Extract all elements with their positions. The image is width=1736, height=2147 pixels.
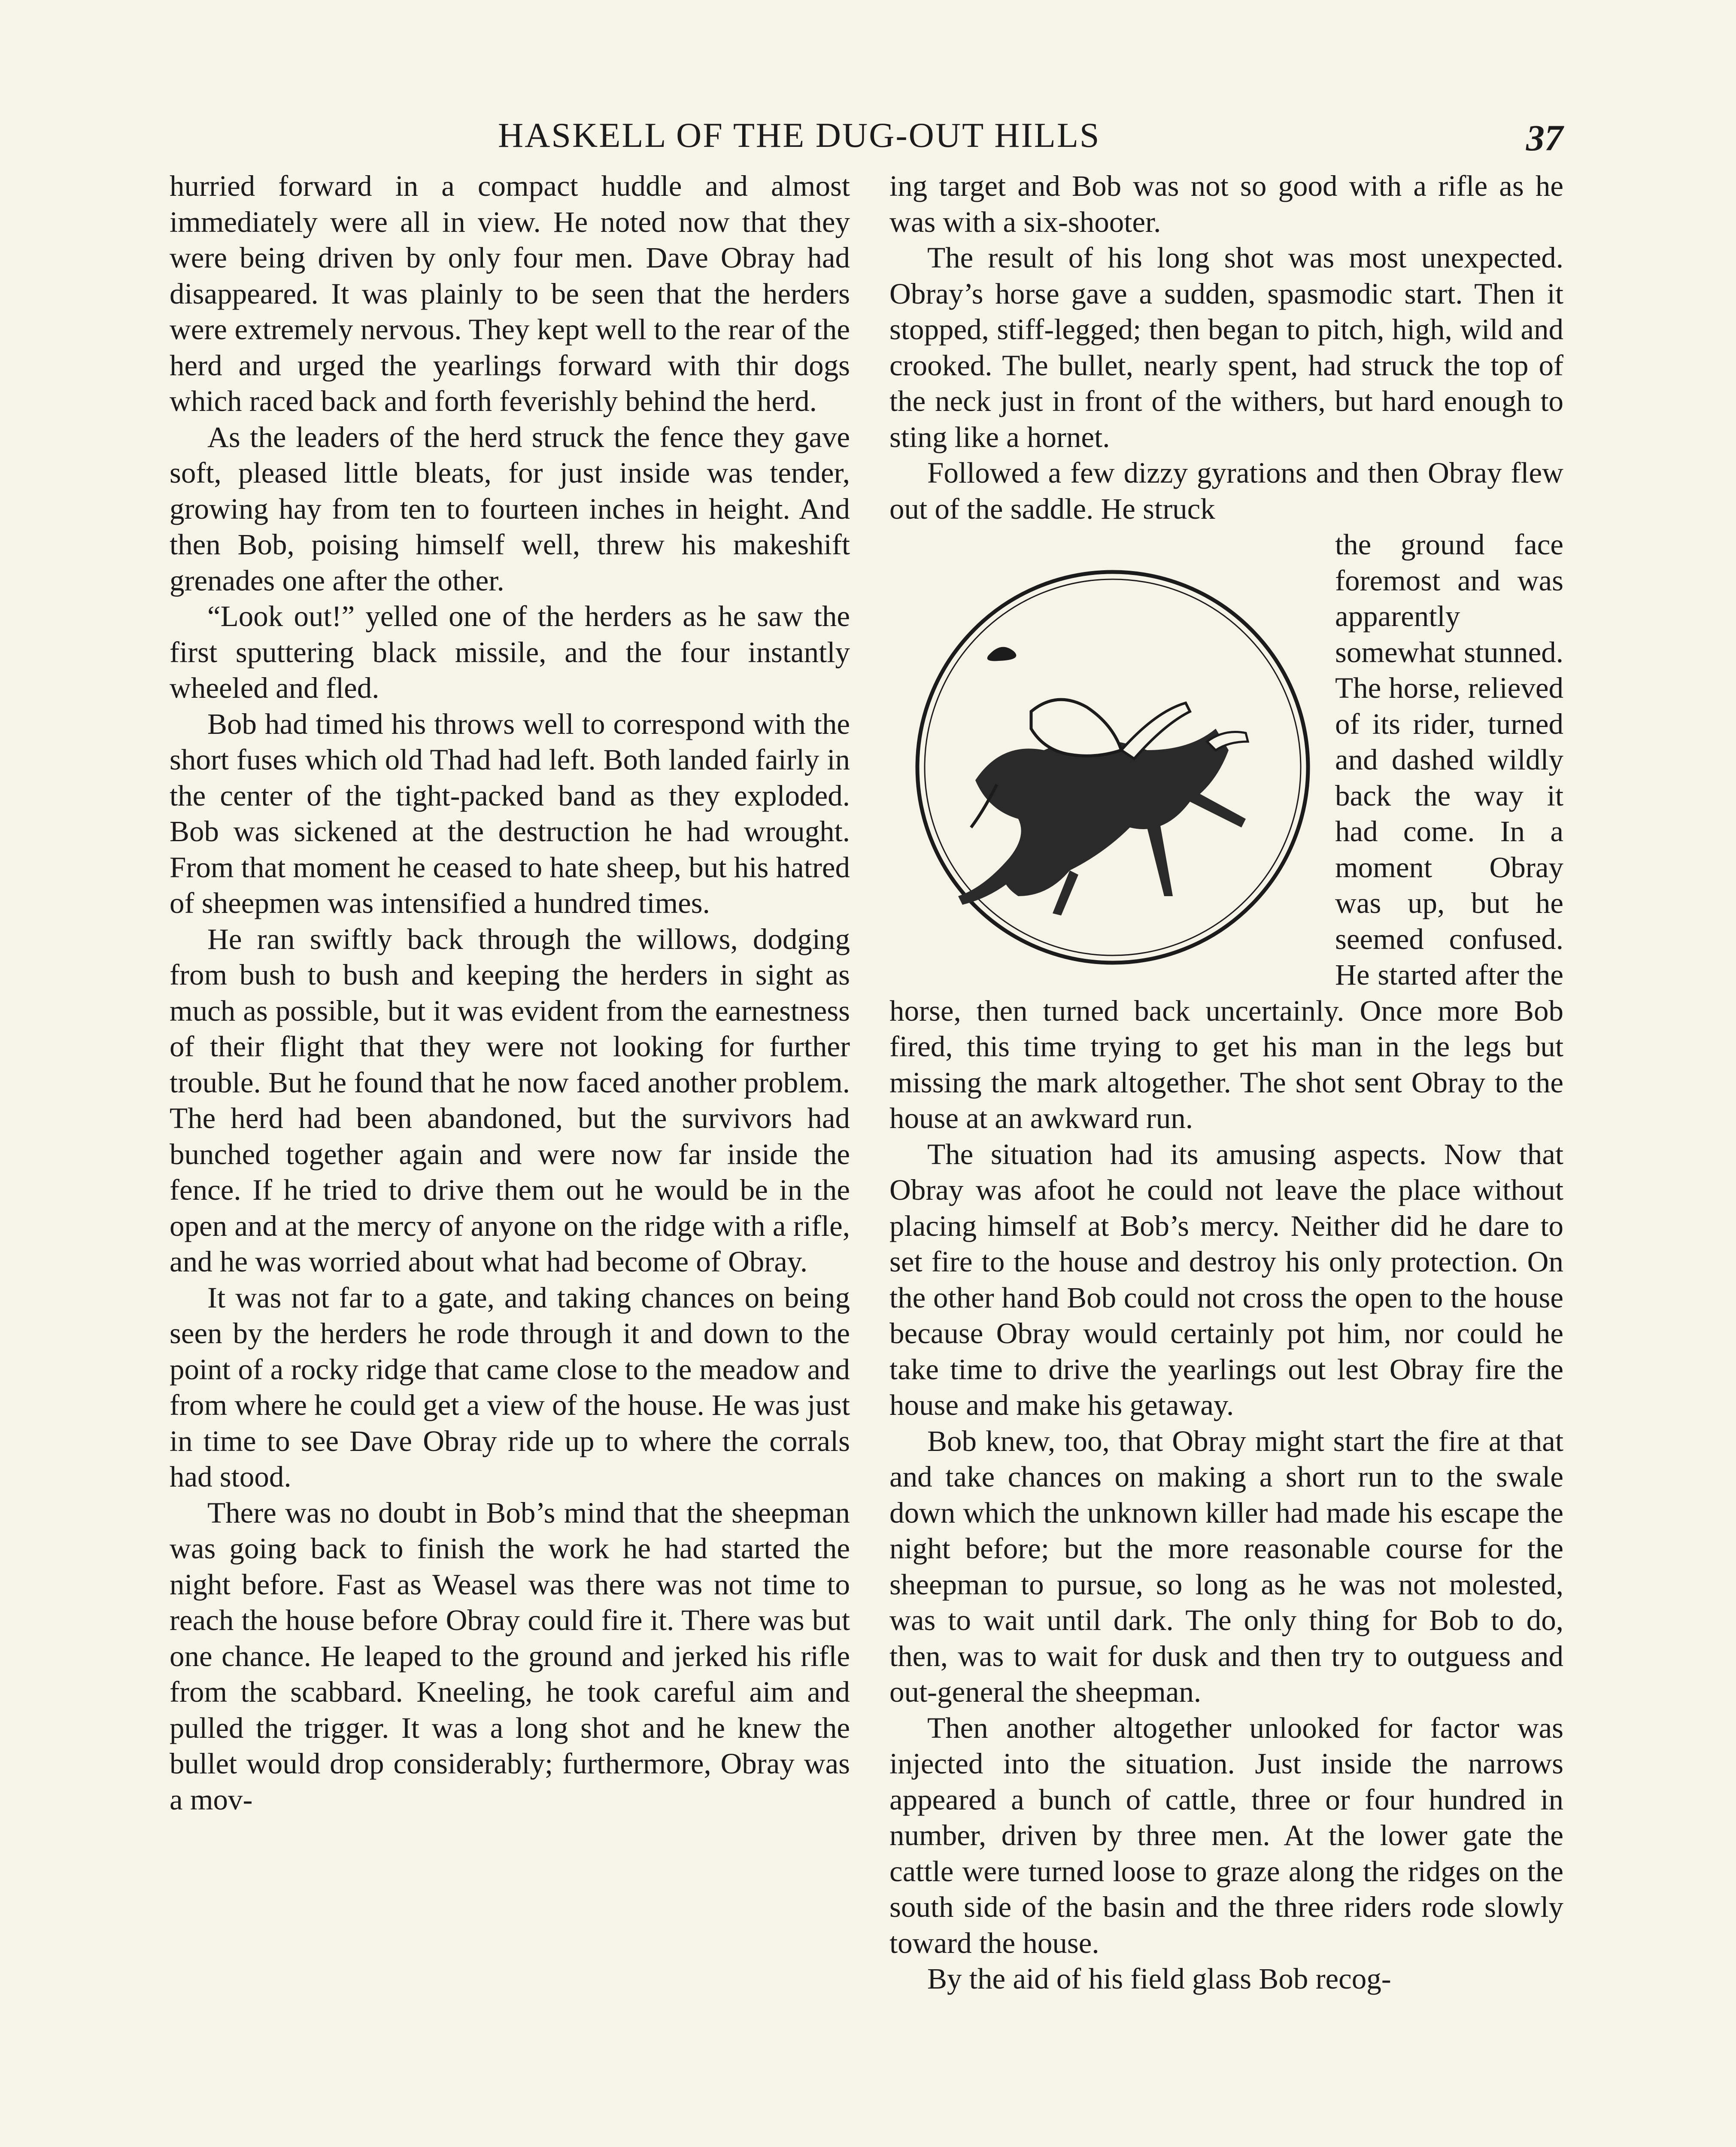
paragraph: The situation had its amusing aspects. Now that Obray was afoot he could not leave the place without placing himself at Bob’s mercy. Neither did he dare to set fire to the house and destroy his only protection. On the other hand Bob could not cross the open to the house because Obray would certainly pot him, nor could he take time to drive the yearlings out lest Obray fire the house and make his getaway. [889, 1137, 1563, 1421]
paragraph: Bob knew, too, that Obray might start the fire at that and take chances on making a short run to the swale down which the unknown killer had made his escape the night before; but the more reasonable course for the sheepman to pursue, so long as he was not molested, was to wait until dark. The only thing for Bob to do, then, was to wait for dusk and then try to outguess and out-general the sheepman. [889, 1424, 1563, 1708]
paragraph: ing target and Bob was not so good with a rifle as he was with a six-shooter. [889, 170, 1563, 238]
paragraph: There was no doubt in Bob’s mind that the sheepman was going back to finish the work he had started the night before. Fast as Weasel was there was not time to reach the house before Obray could fire it. There was but one chance. He leaped to the ground and jerked his rifle from the scabbard. Kneeling, he took careful aim and pulled the trigger. It was a long shot and he knew the bullet would drop considerably; furthermore, Obray was a mov- [170, 1496, 850, 1816]
paragraph: hurried forward in a compact huddle and almost immediately were all in view. He noted now that they were being driven by only four men. Dave Obray had disappeared. It was plainly to be seen that the herders were extremely nervous. They kept well to the rear of the herd and urged the yearlings forward with thir dogs which raced back and forth feverishly behind the herd. [170, 170, 850, 417]
page-number: 37 [1526, 117, 1563, 158]
paragraph: As the leaders of the herd struck the fence they gave soft, pleased little bleats, for just inside was tender, growing hay from ten to fourteen inches in height. And then Bob, poising himself well, threw his makeshift grenades one after the other. [170, 420, 850, 597]
paragraph: He ran swiftly back through the willows, dodging from bush to bush and keeping the herders in sight as much as possible, but it was evident from the earnestness of their flight that they were not looking for further trouble. But he found that he now faced another problem. The herd had been abandoned, but the survivors had bunched together again and were now far inside the fence. If he tried to drive them out he would be in the open and at the mercy of anyone on the ridge with a rifle, and he was worried about what had become of Obray. [170, 922, 850, 1278]
illustration-svg [889, 527, 1319, 986]
left-column [170, 168, 850, 1818]
figure-wrap-paragraph: the ground face foremost and was apparently somewhat stunned. The horse, relieved of its rider, turned and dashed wildly back the way it had come. In a moment Obray was up, but he seemed confused. He started after the horse, then turned back uncertainly. Once more Bob fired, this time trying to get his man in the legs but missing the mark altogether. The shot sent Obray to the house at an awkward run. [889, 528, 1563, 1134]
page-header [0, 109, 1736, 165]
paragraph: The result of his long shot was most unexpected. Obray’s horse gave a sudden, spasmodic start. Then it stopped, stiff-legged; then began to pitch, high, wild and crooked. The bullet, nearly spent, had struck the top of the neck just in front of the withers, but hard enough to sting like a hornet. [889, 241, 1563, 453]
paragraph: “Look out!” yelled one of the herders as he saw the first sputtering black missile, and the four instantly wheeled and fled. [170, 600, 850, 704]
paragraph: Followed a few dizzy gyrations and then Obray flew out of the saddle. He struck [889, 456, 1563, 525]
bucking-horse-vignette-icon [889, 527, 1319, 986]
falling-rider [1031, 699, 1121, 756]
flying-hat [987, 647, 1017, 661]
paragraph: Bob had timed his throws well to correspond with the short fuses which old Thad had left. Both landed fairly in the center of the tight-packed band as they exploded. Bob was sickened at the destruction he had wrought. From that moment he ceased to hate sheep, but his hatred of sheepmen was intensified a hundred times. [170, 707, 850, 919]
paragraph: It was not far to a gate, and taking chances on being seen by the herders he rode through it and down to the point of a rocky ridge that came close to the meadow and from where he could get a view of the house. He was just in time to see Dave Obray ride up to where the corrals had stood. [170, 1281, 850, 1493]
paragraph: By the aid of his field glass Bob recog- [927, 1962, 1391, 1995]
paragraph: Then another altogether unlooked for factor was injected into the situation. Just inside the narrows appeared a bunch of cattle, three or four hundred in number, driven by three men. At the lower gate the cattle were turned loose to graze along the ridges on the south side of the basin and the three riders rode slowly toward the house. [889, 1711, 1563, 1959]
right-column [889, 168, 1563, 1997]
running-title: HASKELL OF THE DUG-OUT HILLS [498, 116, 1101, 155]
